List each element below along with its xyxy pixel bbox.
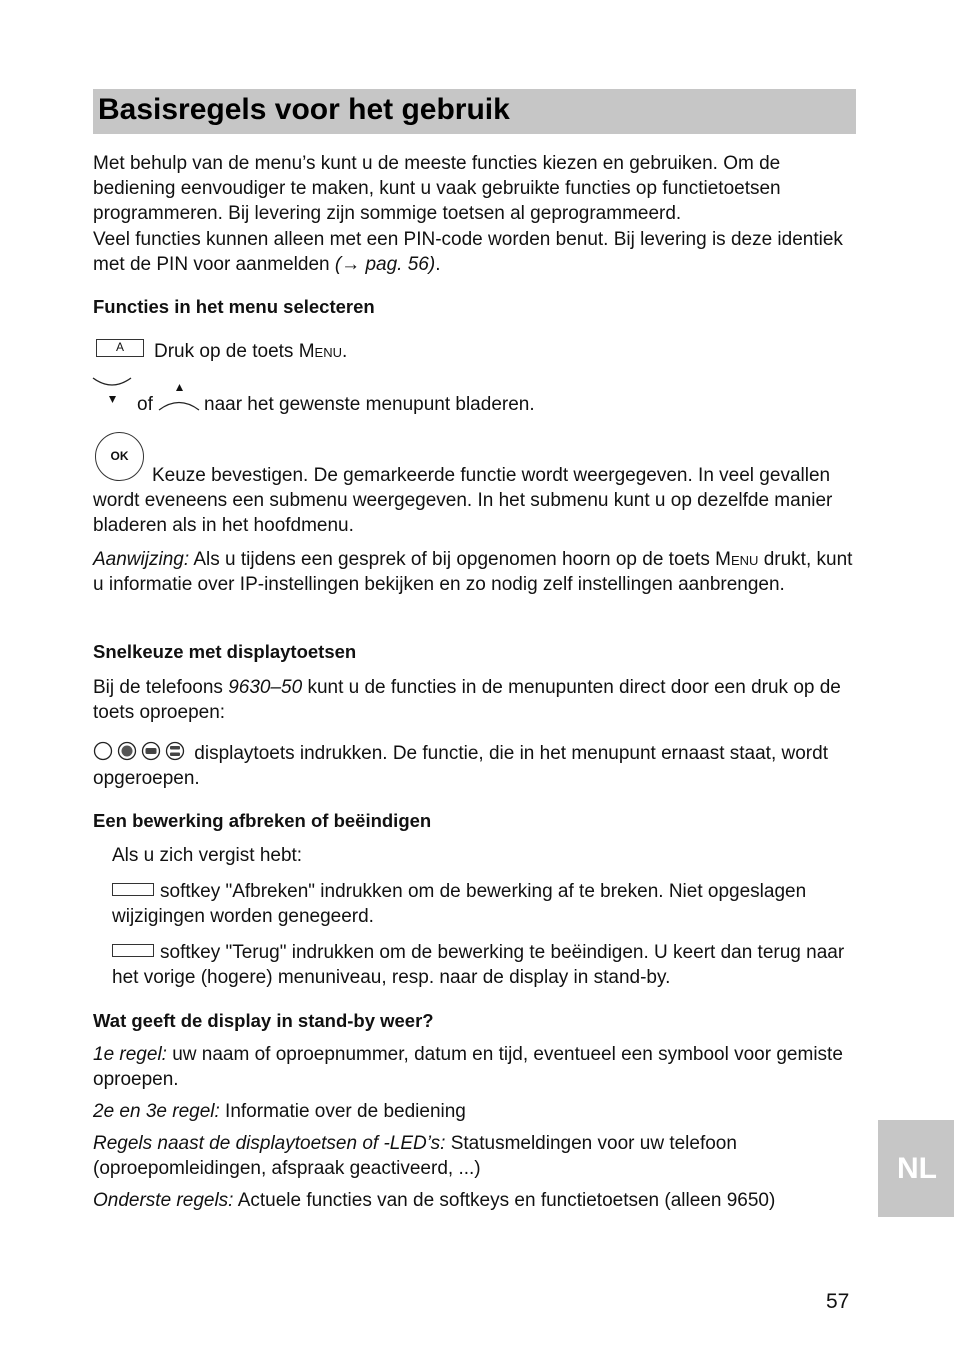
cancel-item-2 [112, 940, 852, 990]
intro-paragraph-2 [93, 227, 858, 277]
standby-row-2-text: Informatie over de bediening [219, 1101, 466, 1122]
standby-row-3 [93, 1131, 813, 1181]
scroll-instruction: naar het gewenste menupunt bladeren. [204, 394, 535, 415]
note-key-name: Menu [715, 549, 759, 570]
standby-row-1 [93, 1042, 858, 1092]
phone-models: 9630–50 [228, 677, 303, 698]
or-label: of [137, 394, 153, 415]
page-number: 57 [826, 1290, 850, 1313]
heading-cancel: Een bewerking afbreken of beëindigen [93, 810, 432, 831]
note-label: Aanwijzing: [93, 549, 190, 570]
heading-standby: Wat geeft de display in stand-by weer? [93, 1010, 434, 1031]
intro-paragraph-2-text: Veel functies kunnen alleen met een PIN-code worden benut. Bij levering is deze identiek met de PIN voor aanmelden [93, 229, 843, 275]
menu-key-end: . [341, 341, 348, 362]
softkey-icon [112, 944, 154, 957]
menu-key-icon: A [96, 339, 144, 357]
ok-key-icon: OK [95, 432, 144, 481]
display-key-instruction [93, 741, 858, 791]
standby-row-1-label: 1e regel: [93, 1044, 167, 1065]
menu-key-text: Druk op de toets [154, 341, 299, 362]
quick-select-intro [93, 675, 858, 725]
menu-key-instruction [154, 339, 754, 364]
cancel-intro: Als u zich vergist hebt: [112, 845, 303, 866]
scroll-down-icon [91, 375, 135, 407]
standby-row-3-label: Regels naast de displaytoetsen of -LED’s: [93, 1133, 446, 1154]
standby-row-4-text: Actuele functies van de softkeys en functietoetsen (alleen 9650) [233, 1190, 776, 1211]
quick-intro-text-2: kunt u de functies in de menupunten direct door een druk op de toets oproepen: [93, 677, 841, 723]
softkey-icon [112, 883, 154, 896]
standby-row-2-label: 2e en 3e regel: [93, 1101, 220, 1122]
intro-paragraph-1: Met behulp van de menu’s kunt u de meeste functies kiezen en gebruiken. Om de bediening eenvoudiger te maken, kunt u vaak gebruikte functies op functietoetsen programmeren. Bij levering zijn sommige toetsen al geprogrammeerd. [93, 153, 781, 224]
ok-instruction: Keuze bevestigen. De gemarkeerde functie wordt weergegeven. In veel gevallen wordt eveneens een submenu weergegeven. In het submenu kunt u op dezelfde manier bladeren als in het hoofdmenu. [93, 465, 833, 536]
menu-note [93, 547, 858, 597]
page-title: Basisregels voor het gebruik [93, 89, 856, 134]
standby-row-1-text: uw naam of oproepnummer, datum en tijd, eventueel een symbool voor gemiste oproepen. [93, 1044, 843, 1090]
note-text: Als u tijdens een gesprek of bij opgenomen hoorn op de toets [189, 549, 716, 570]
standby-row-2 [93, 1099, 858, 1124]
cancel-item-1-text: softkey "Afbreken" indrukken om de bewerking af te breken. Niet opgeslagen wijzigingen worden genegeerd. [112, 881, 807, 927]
standby-row-4-label: Onderste regels: [93, 1190, 234, 1211]
display-key-text: displaytoets indrukken. De functie, die in het menupunt ernaast staat, wordt opgeroepen. [93, 743, 828, 789]
menu-key-name: Menu [298, 341, 342, 362]
cancel-item-1 [112, 879, 852, 929]
standby-row-3-text: Statusmeldingen voor uw telefoon (oproepomleidingen, afspraak geactiveerd, ...) [93, 1133, 737, 1179]
cancel-item-2-text: softkey "Terug" indrukken om de bewerking te beëindigen. U keert dan terug naar het vorige (hogere) menuniveau, resp. naar de display in stand-by. [112, 942, 845, 988]
display-key-double-bar-icon [165, 741, 185, 761]
intro-paragraph-2-end: . [435, 254, 441, 275]
display-key-filled-icon [117, 741, 137, 761]
heading-menu-select: Functies in het menu selecteren [93, 296, 375, 317]
display-key-single-bar-icon [141, 741, 161, 761]
scroll-up-icon [157, 381, 201, 413]
heading-quick-select: Snelkeuze met displaytoetsen [93, 641, 357, 662]
display-key-empty-icon [93, 741, 113, 761]
language-tab: NL [878, 1120, 954, 1217]
page-reference: (→ pag. 56) [334, 254, 436, 275]
quick-intro-text: Bij de telefoons [93, 677, 229, 698]
note-text-2: drukt, kunt u informatie over IP-instellingen bekijken en zo nodig zelf instellingen aanbrengen. [93, 549, 853, 595]
standby-row-4 [93, 1188, 863, 1213]
